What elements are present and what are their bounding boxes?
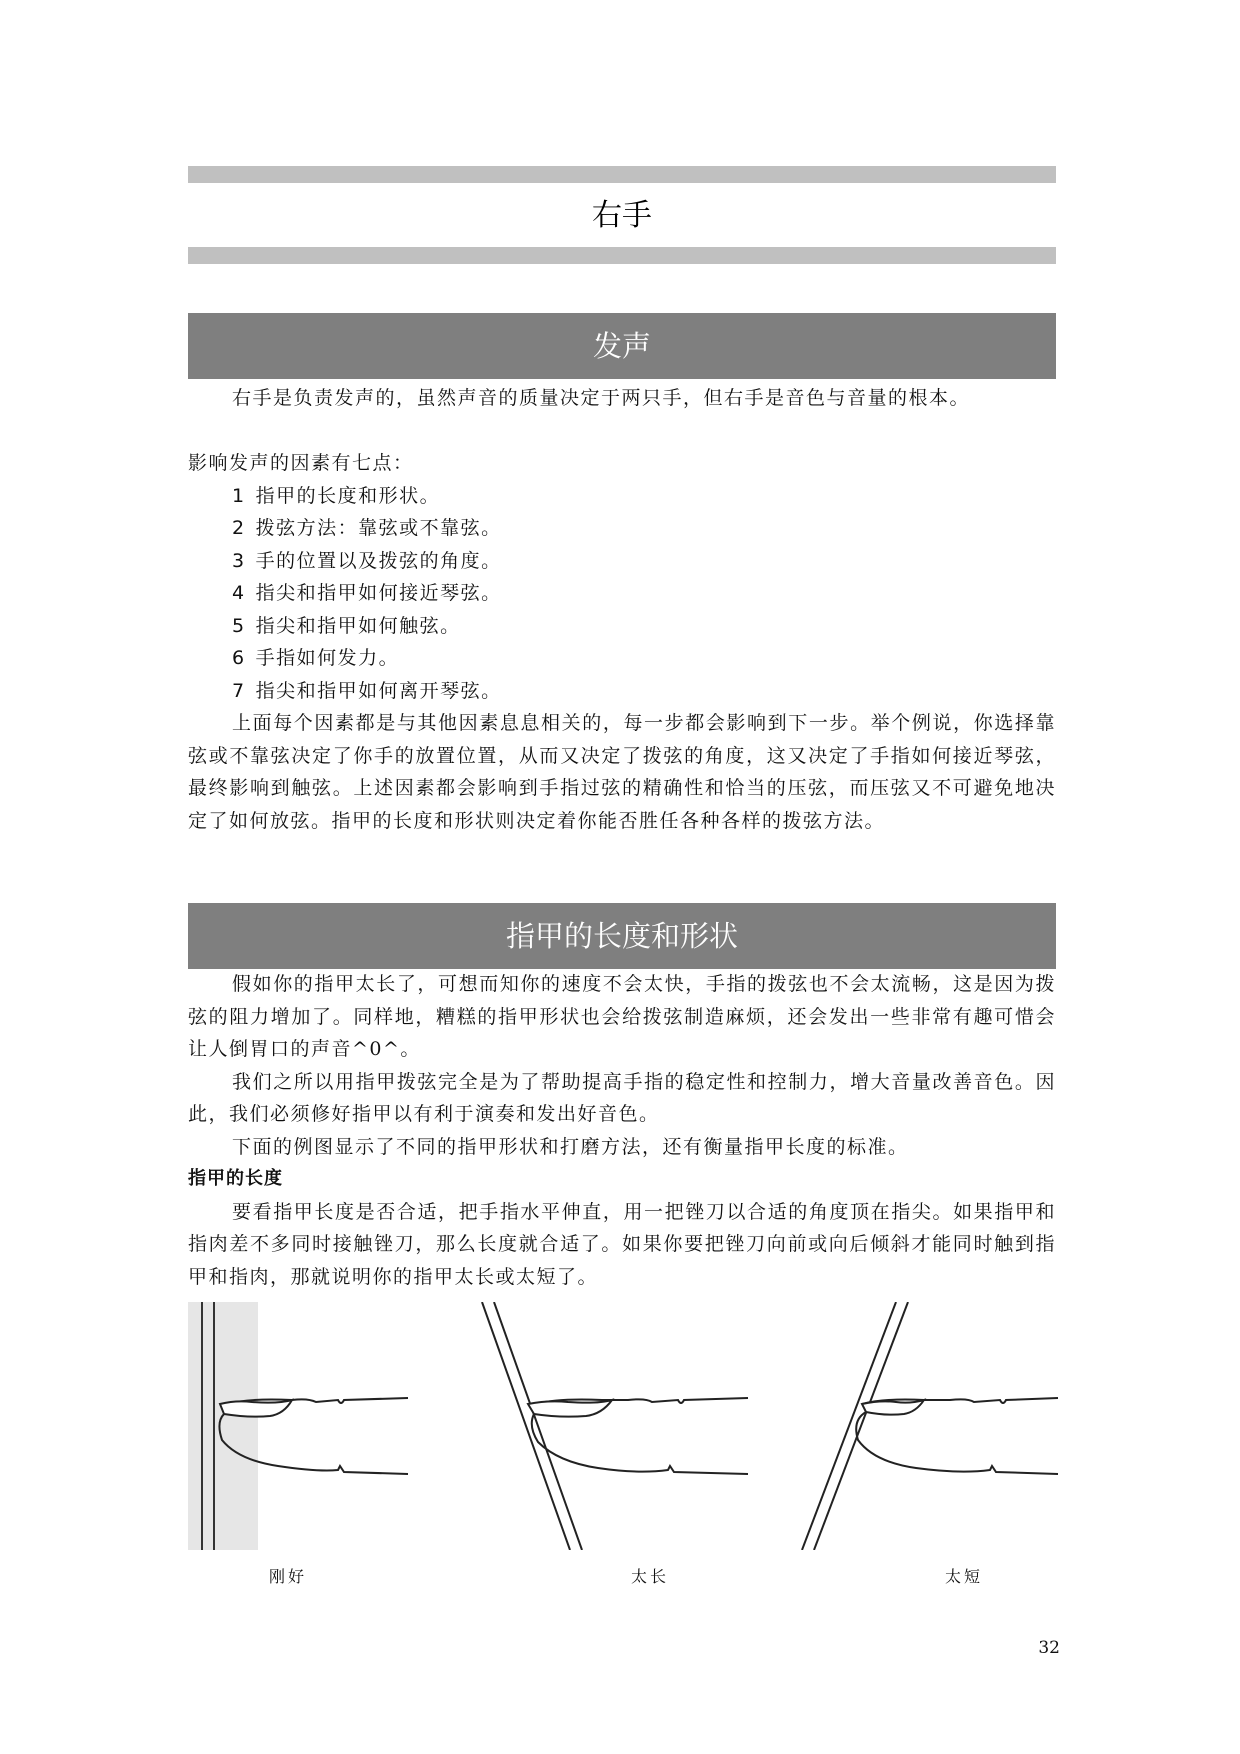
title-rule-bottom xyxy=(188,247,1056,264)
page-title: 右手 xyxy=(592,198,652,233)
list-item: 7 指尖和指甲如何离开琴弦。 xyxy=(232,679,502,702)
page-number: 32 xyxy=(1038,1638,1060,1658)
list-item: 1 指甲的长度和形状。 xyxy=(232,484,441,507)
finger-too-short-illustration xyxy=(800,1302,1060,1550)
caption-too-short: 太短 xyxy=(944,1567,983,1586)
list-item: 3 手的位置以及拨弦的角度。 xyxy=(232,549,502,572)
section-sound-body xyxy=(188,382,1056,837)
section-heading-sound: 发声 xyxy=(188,313,1056,379)
nails-paragraph-4: 要看指甲长度是否合适，把手指水平伸直，用一把锉刀以合适的角度顶在指尖。如果指甲和指肉差不多同时接触锉刀，那么长度就合适了。如果你要把锉刀向前或向后倾斜才能同时触到指甲和指肉，那就说明你的指甲太长或太短了。 xyxy=(188,1200,1056,1288)
nails-paragraph-3: 下面的例图显示了不同的指甲形状和打磨方法，还有衡量指甲长度的标准。 xyxy=(232,1135,909,1158)
list-item: 2 拨弦方法：靠弦或不靠弦。 xyxy=(232,517,502,539)
list-item: 5 指尖和指甲如何触弦。 xyxy=(232,614,461,637)
section-heading-nails: 指甲的长度和形状 xyxy=(188,903,1056,969)
summary-paragraph: 上面每个因素都是与其他因素息息相关的，每一步都会影响到下一步。举个例说，你选择靠弦或不靠弦决定了你手的放置位置，从而又决定了拨弦的角度，这又决定了手指如何接近琴弦，最终影响到触弦。上述因素都会影响到手指过弦的精确性和恰当的压弦，而压弦又不可避免地决定了如何放弦。指甲的长度和形状则决定着你能否胜任各种各样的拨弦方法。 xyxy=(188,712,1056,832)
caption-too-long: 太长 xyxy=(630,1567,669,1586)
nail-length-subheading: 指甲的长度 xyxy=(188,1168,283,1189)
title-rule-top xyxy=(188,166,1056,183)
intro-paragraph: 右手是负责发声的，虽然声音的质量决定于两只手，但右手是音色与音量的根本。 xyxy=(232,387,971,409)
nails-paragraph-2: 我们之所以用指甲拨弦完全是为了帮助提高手指的稳定性和控制力，增大音量改善音色。因此，我们必须修好指甲以有利于演奏和发出好音色。 xyxy=(188,1070,1056,1125)
factors-title: 影响发声的因素有七点： xyxy=(188,452,414,474)
section-nails-body xyxy=(188,968,1056,1293)
finger-too-long-illustration xyxy=(478,1302,758,1550)
list-item: 4 指尖和指甲如何接近琴弦。 xyxy=(232,582,502,604)
nail-length-figure xyxy=(188,1302,1060,1550)
finger-correct-illustration xyxy=(188,1302,418,1550)
list-item: 6 手指如何发力。 xyxy=(232,647,400,669)
factors-list xyxy=(188,480,1056,708)
caption-correct: 刚好 xyxy=(268,1567,307,1586)
blank-line xyxy=(188,415,1056,448)
nails-paragraph-1: 假如你的指甲太长了，可想而知你的速度不会太快，手指的拨弦也不会太流畅，这是因为拨弦的阻力增加了。同样地，糟糕的指甲形状也会给拨弦制造麻烦，还会发出一些非常有趣可惜会让人倒胃口的声音^0^。 xyxy=(188,973,1056,1060)
